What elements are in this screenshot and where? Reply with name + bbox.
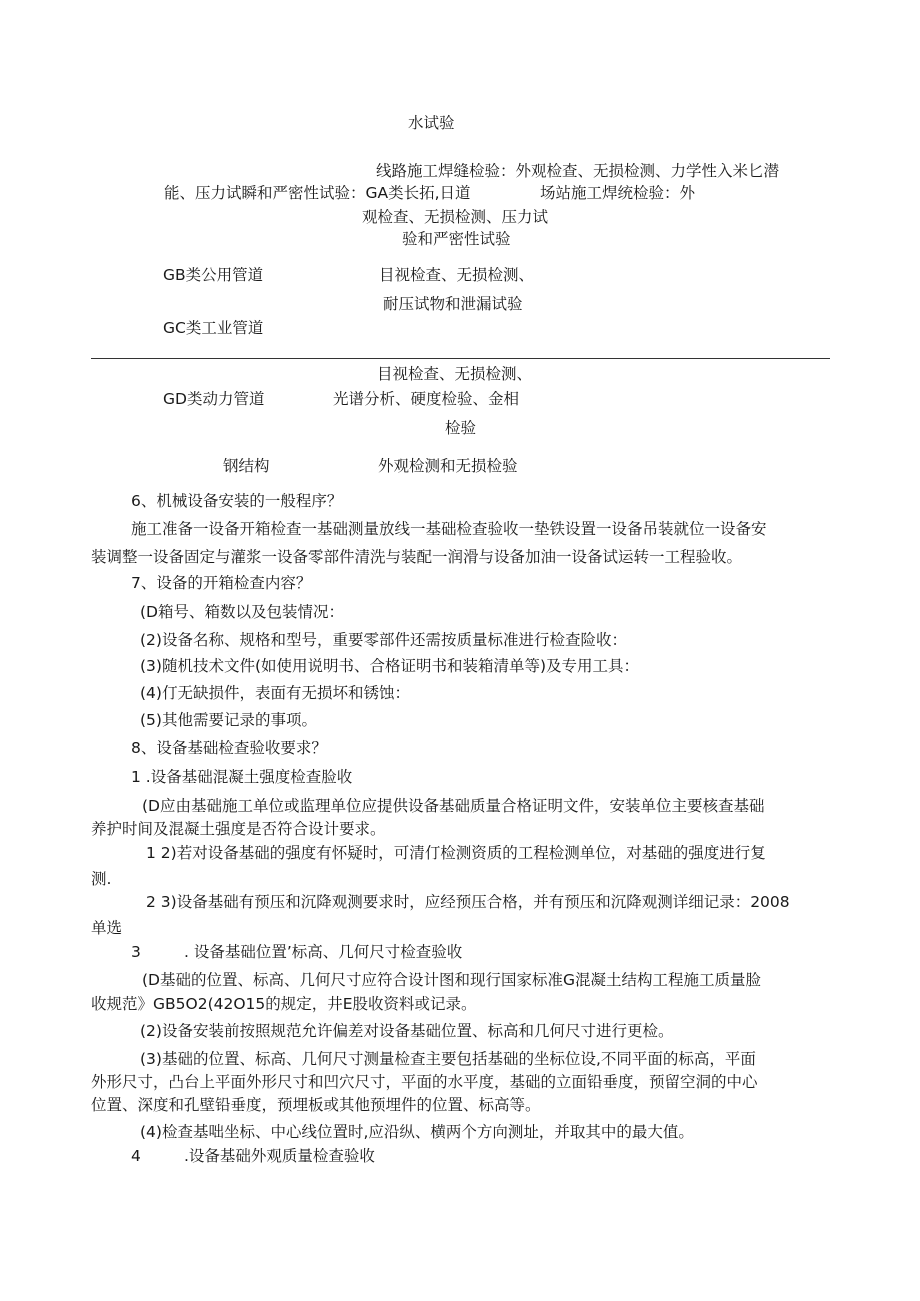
q8-paragraph: 收规范》GB5O2(42O15的规定，井E股收资料或记录。 [91, 995, 477, 1013]
table-row-line: 验和严密性试验 [402, 230, 511, 248]
table-row-line: 能、压力试瞬和严密性试验：GA类长拓,日道 [164, 184, 471, 202]
q8-section-4-title: .设备基础外观质量检查验收 [184, 1147, 375, 1165]
table-value-gb: 耐压试物和泄漏试验 [383, 295, 523, 313]
q6-body: 施工准备一设备开箱检查一基础测量放线一基础检查验收一垫铁设置一设备吊装就位一设备安 [131, 520, 767, 538]
table-row-line: 场站施工焊统检验：外 [540, 184, 696, 202]
q8-title: 8、设备基础检查验收要求？ [131, 739, 327, 757]
q7-item: (4)仃无缺损件，表面有无损坏和锈蚀： [140, 684, 410, 702]
q8-paragraph: (2)设备安装前按照规范允许偏差对设备基础位置、标高和几何尺寸进行更检。 [140, 1022, 674, 1040]
table-label-steel: 钢结构 [223, 457, 270, 475]
table-label-gc: GC类工业管道 [163, 319, 264, 337]
table-header-tail: 水试验 [408, 114, 455, 132]
q8-paragraph: 养护时间及混凝土强度是否符合设计要求。 [91, 820, 386, 838]
q8-paragraph: (3)基础的位置、标高、几何尺寸测量检查主要包括基础的坐标位设,不同平面的标高，平面 [140, 1050, 756, 1068]
q8-paragraph: (4)检查基咄坐标、中心线位置时,应沿纵、横两个方向测址，并取其中的最大值。 [140, 1123, 694, 1141]
q6-title: 6、机械设备安装的一般程序？ [131, 492, 343, 510]
q8-section-3-title: . 设备基础位置’标高、几何尺寸检查验收 [184, 943, 463, 961]
q7-item: (3)随机技术文件(如使用说明书、合格证明书和装箱清单等)及专用工具： [140, 657, 640, 675]
table-row-line: 观检查、无损检测、压力试 [362, 208, 549, 226]
q8-paragraph: 单选 [91, 919, 123, 937]
q8-paragraph: 测. [91, 870, 112, 888]
q7-item: (D箱号、箱数以及包装情况： [140, 603, 344, 621]
q8-paragraph: 位置、深度和孔壁铅垂度，预埋板或其他预埋件的位置、标高等。 [91, 1096, 541, 1114]
table-label-gb: GB类公用管道 [163, 266, 264, 284]
q8-paragraph: (D基础的位置、标高、几何尺寸应符合设计图和现行国家标准G混凝土结构工程施工质量脸 [142, 971, 761, 989]
q8-section-4-number: 4 [131, 1147, 141, 1165]
q8-paragraph: 外形尺寸，凸台上平面外形尺寸和凹穴尺寸，平面的水平度，基础的立面铅垂度，预留空洞的中心 [91, 1073, 758, 1091]
table-divider [91, 358, 830, 359]
q8-section-3-number: 3 [131, 943, 141, 961]
q8-paragraph: (D应由基础施工单位或监理单位应提供设备基础质量合格证明文件，安装单位主要核查基础 [142, 797, 765, 815]
q7-item: (5)其他需要记录的事项。 [140, 711, 317, 729]
q6-body: 装调整一设备固定与灌浆一设备零部件清洗与装配一润滑与设备加油一设备试运转一工程验收。 [91, 548, 743, 566]
table-value-gd: 目视检查、无损检测、 [377, 365, 533, 383]
q7-item: (2)设备名称、规格和型号，重要零部件还需按质量标准进行检查险收： [140, 631, 627, 649]
table-value-gd: 检验 [445, 419, 477, 437]
table-value-steel: 外观检测和无损检验 [378, 457, 518, 475]
table-value-gd: 光谱分析、硬度检验、金相 [333, 390, 520, 408]
table-label-gd: GD类动力管道 [163, 390, 265, 408]
q8-section-1-title: 1 .设备基础混凝土强度检查脸收 [131, 768, 353, 786]
table-value-gb: 目视检查、无损检测、 [379, 266, 535, 284]
table-row-line: 线路施工焊缝检验：外观检查、无损检测、力学性入米匕潜 [376, 162, 780, 180]
q8-paragraph: 1 2)若对设备基础的强度有怀疑时，可清仃检测资质的工程检测单位，对基础的强度进行复 [146, 844, 766, 862]
q7-title: 7、设备的开箱检查内容？ [131, 574, 312, 592]
q8-paragraph: 2 3)设备基础有预压和沉降观测要求时，应经预压合格，并有预压和沉降观测详细记录：2008 [146, 893, 790, 911]
